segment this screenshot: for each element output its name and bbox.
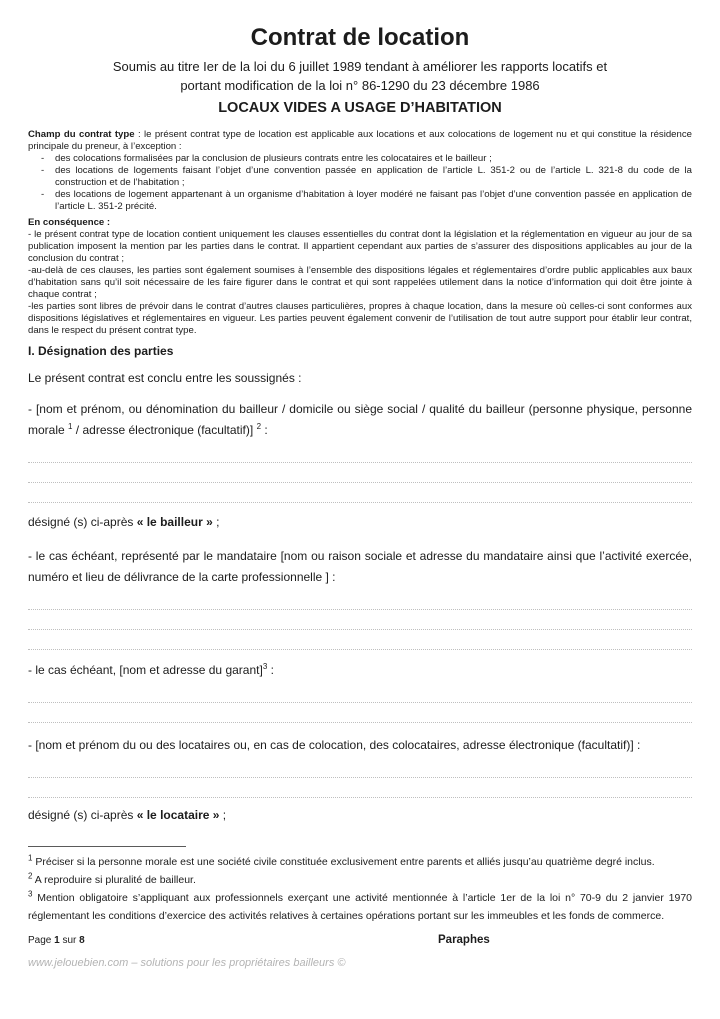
bailleur-fill-lines — [28, 443, 692, 503]
champ-intro-paragraph — [28, 129, 692, 153]
consequence-label: En conséquence : — [28, 216, 111, 228]
mandataire-clause: - le cas échéant, représenté par le mandataire [nom ou raison sociale et adresse du mandataire ainsi que l’activité exercée, numéro et lieu de délivrance de la carte professionnelle ] : — [28, 548, 696, 584]
consequence-paragraph-1: - le présent contrat type de location contient uniquement les clauses essentielles du contrat dont la législation et la réglementation en vigueur au jour de sa publication imposent la mention par les parties dans le contrat. Il appartient cependant aux parties de s’assurer des dispositions applicables au jour de la conclusion du contrat ; — [28, 228, 692, 264]
page-current: 1 — [54, 935, 60, 947]
blank-fill-line — [28, 758, 692, 778]
main-title: Contrat de location — [250, 24, 470, 51]
bailleur-clause-text-3: : — [261, 423, 268, 438]
consequence-paragraph-2: -au-delà de ces clauses, les parties sont également soumises à l’ensemble des dispositions légales et réglementaires d’ordre public applicables aux baux d’habitation sans qu’il soit nécessaire de les faire figurer dans le contrat et qui sont rappelées utilement dans la notice d’information qui doit être jointe à chaque contrat ; — [28, 264, 692, 300]
document-type-heading: LOCAUX VIDES A USAGE D’HABITATION — [218, 99, 502, 116]
section-1-heading: I. Désignation des parties — [28, 343, 174, 358]
page-number-label — [28, 935, 85, 946]
footnote-text: Mention obligatoire s’appliquant aux professionnels exerçant une activité mentionnée à l’article 1er de la loi n° 70-9 du 2 janvier 1970 réglementant les conditions d’exercice des activités relatives à certaines opérations portant sur les immeubles et les fonds de commerce. — [28, 892, 692, 923]
paraphes-label: Paraphes — [438, 934, 490, 947]
blank-fill-line — [28, 483, 692, 503]
section-1-intro: Le présent contrat est conclu entre les soussignés : — [28, 370, 302, 385]
garant-clause-text-1: - le cas échéant, [nom et adresse du garant] — [28, 662, 263, 677]
locataire-designation-term: « le locataire » — [136, 807, 220, 822]
bailleur-clause — [28, 399, 696, 441]
champ-intro-text: : le présent contrat type de location est applicable aux locations et aux colocations de logement nu et qui constitue la résidence principale du preneur, à l’exception : — [28, 128, 692, 152]
footnote-ref-1: 1 — [68, 422, 73, 432]
champ-list-item-3: - des locations de logement appartenant à un organisme d’habitation à loyer modéré ne faisant pas l’objet d’une convention passée en application de l’article L. 351-2 précité. — [28, 189, 692, 213]
designation-suffix: ; — [212, 515, 220, 530]
page-word: Page — [28, 935, 55, 947]
champ-list-item-1: - des colocations formalisées par la conclusion de plusieurs contrats entre les colocataires et le bailleur ; — [28, 153, 692, 165]
consequence-paragraph-3: -les parties sont libres de prévoir dans le contrat d’autres clauses particulières, propres à chaque location, dans la mesure où celles-ci sont conformes aux dispositions législatives et réglementaires en vigueur. Les parties peuvent également convenir de l’utilisation de tout autre support pour établir leur contrat, dans le respect du présent contrat type. — [28, 300, 692, 336]
bailleur-designation — [28, 513, 692, 532]
bailleur-designation-term: « le bailleur » — [136, 515, 213, 530]
footnote-number: 1 — [28, 853, 33, 863]
blank-fill-line — [28, 463, 692, 483]
blank-fill-line — [28, 683, 692, 703]
subtitle — [28, 57, 692, 96]
footnote-number: 3 — [28, 889, 33, 899]
champ-label: Champ du contrat type — [28, 128, 135, 140]
designation-prefix: désigné (s) ci-après — [28, 807, 137, 822]
page-sur: sur — [59, 935, 80, 947]
subtitle-line-2: portant modification de la loi n° 86-1290 du 23 décembre 1986 — [180, 78, 540, 94]
garant-clause — [28, 660, 692, 681]
blank-fill-line — [28, 778, 692, 798]
page-total: 8 — [79, 935, 85, 947]
footnote-ref-2: 2 — [256, 422, 262, 432]
footnote-1 — [28, 853, 692, 871]
subtitle-line-1: Soumis au titre Ier de la loi du 6 juillet 1989 tendant à améliorer les rapports locatifs et — [112, 58, 608, 74]
bailleur-clause-text-2: / adresse électronique (facultatif)] — [72, 423, 257, 438]
designation-suffix: ; — [219, 807, 227, 822]
locataire-fill-lines — [28, 758, 692, 798]
footer-row — [28, 934, 692, 948]
garant-clause-text-2: : — [267, 662, 274, 677]
footnote-3 — [28, 889, 692, 925]
footnote-text: A reproduire si pluralité de bailleur. — [32, 874, 196, 887]
footnote-ref-3: 3 — [262, 661, 268, 671]
champ-list-item-2: - des locations de logements faisant l’objet d’une convention passée en application de l’article L. 351-2 ou de l’article L. 321-8 du code de la construction et de l’habitation ; — [28, 165, 692, 189]
blank-fill-line — [28, 610, 692, 630]
blank-fill-line — [28, 630, 692, 650]
garant-fill-lines — [28, 683, 692, 723]
consequence-block — [28, 217, 692, 337]
blank-fill-line — [28, 703, 692, 723]
footnote-number: 2 — [28, 871, 33, 881]
website-footer: www.jelouebien.com – solutions pour les propriétaires bailleurs © — [28, 957, 346, 970]
footnote-and-footer-area — [28, 846, 692, 969]
locataire-designation — [28, 806, 692, 825]
mandataire-fill-lines — [28, 590, 692, 650]
footnote-separator — [28, 846, 186, 847]
bailleur-clause-text-1: - [nom et prénom, ou dénomination du bailleur / domicile ou siège social / qualité du bailleur (personne physique, personne morale — [28, 402, 696, 438]
locataire-clause: - [nom et prénom du ou des locataires ou, en cas de colocation, des colocataires, adresse électronique (facultatif)] : — [28, 737, 641, 752]
blank-fill-line — [28, 590, 692, 610]
champ-du-contrat-block — [28, 129, 692, 213]
blank-fill-line — [28, 443, 692, 463]
footnote-text: Préciser si la personne morale est une société civile constituée exclusivement entre parents et alliés jusqu’au quatrième degré inclus. — [32, 856, 655, 868]
designation-prefix: désigné (s) ci-après — [28, 515, 137, 530]
footnote-2 — [28, 871, 692, 889]
